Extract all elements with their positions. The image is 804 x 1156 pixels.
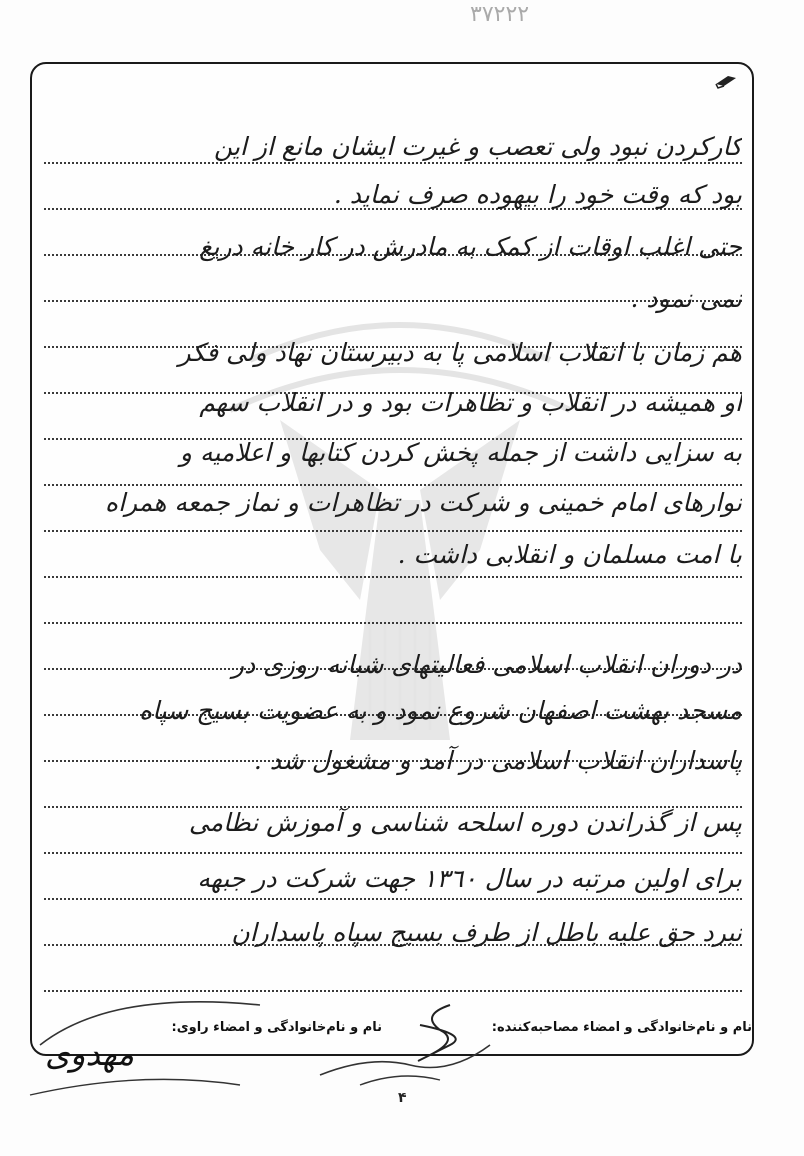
pencil-icon [714,72,740,90]
svg-text:مهدوی: مهدوی [45,1035,135,1073]
narrator-signature [20,985,270,1110]
handwritten-line: او همیشه در انقلاب و تظاهرات بود و در انقلاب سهم [199,388,742,417]
ruled-line [44,852,742,855]
page-number: ۴ [398,1090,407,1106]
handwritten-line: پس از گذراندن دوره اسلحه شناسی و آموزش نظامی [188,808,742,837]
handwritten-line: مسجد بهشت اصفهان شروع نمود و به عضویت بسیج سپاه [139,696,742,725]
top-scribble: ٣٧٢٢٢ [470,2,530,27]
handwritten-line: هم زمان با انقلاب اسلامی پا به دبیرستان نهاد ولی فکر [178,338,742,367]
handwritten-line: برای اولین مرتبه در سال ١٣٦٠ جهت شرکت در جبهه [197,864,742,893]
handwritten-line: بود که وقت خود را بیهوده صرف نماید . [333,180,742,209]
handwritten-line: نوارهای امام خمینی و شرکت در تظاهرات و نماز جمعه همراه [104,488,742,517]
narrator-label: نام و نام‌خانوادگی و امضاء راوی: [171,1020,382,1035]
handwritten-line: در دوران انقلاب اسلامی فعالیتهای شبانه روزی در [232,650,742,679]
handwritten-line: پاسداران انقلاب اسلامی در آمد و مشغول شد . [253,746,742,775]
interviewer-label: نام و نام‌خانوادگی و امضاء مصاحبه‌کننده: [491,1020,752,1035]
handwritten-line: کارکردن نبود ولی تعصب و غیرت ایشان مانع از این [213,132,742,161]
interviewer-signature [300,985,500,1095]
handwritten-line: نمی نمود . [630,284,742,313]
handwritten-line: با امت مسلمان و انقلابی داشت . [397,540,742,569]
handwritten-line: به سزایی داشت از جمله پخش کردن کتابها و اعلامیه و [179,438,742,467]
handwritten-line [82,584,742,630]
handwritten-line: حتی اغلب اوقات از کمک به مادرش در کار خانه دریغ [199,232,742,261]
handwritten-line: نبرد حق علیه باطل از طرف بسیج سپاه پاسداران [231,918,742,947]
